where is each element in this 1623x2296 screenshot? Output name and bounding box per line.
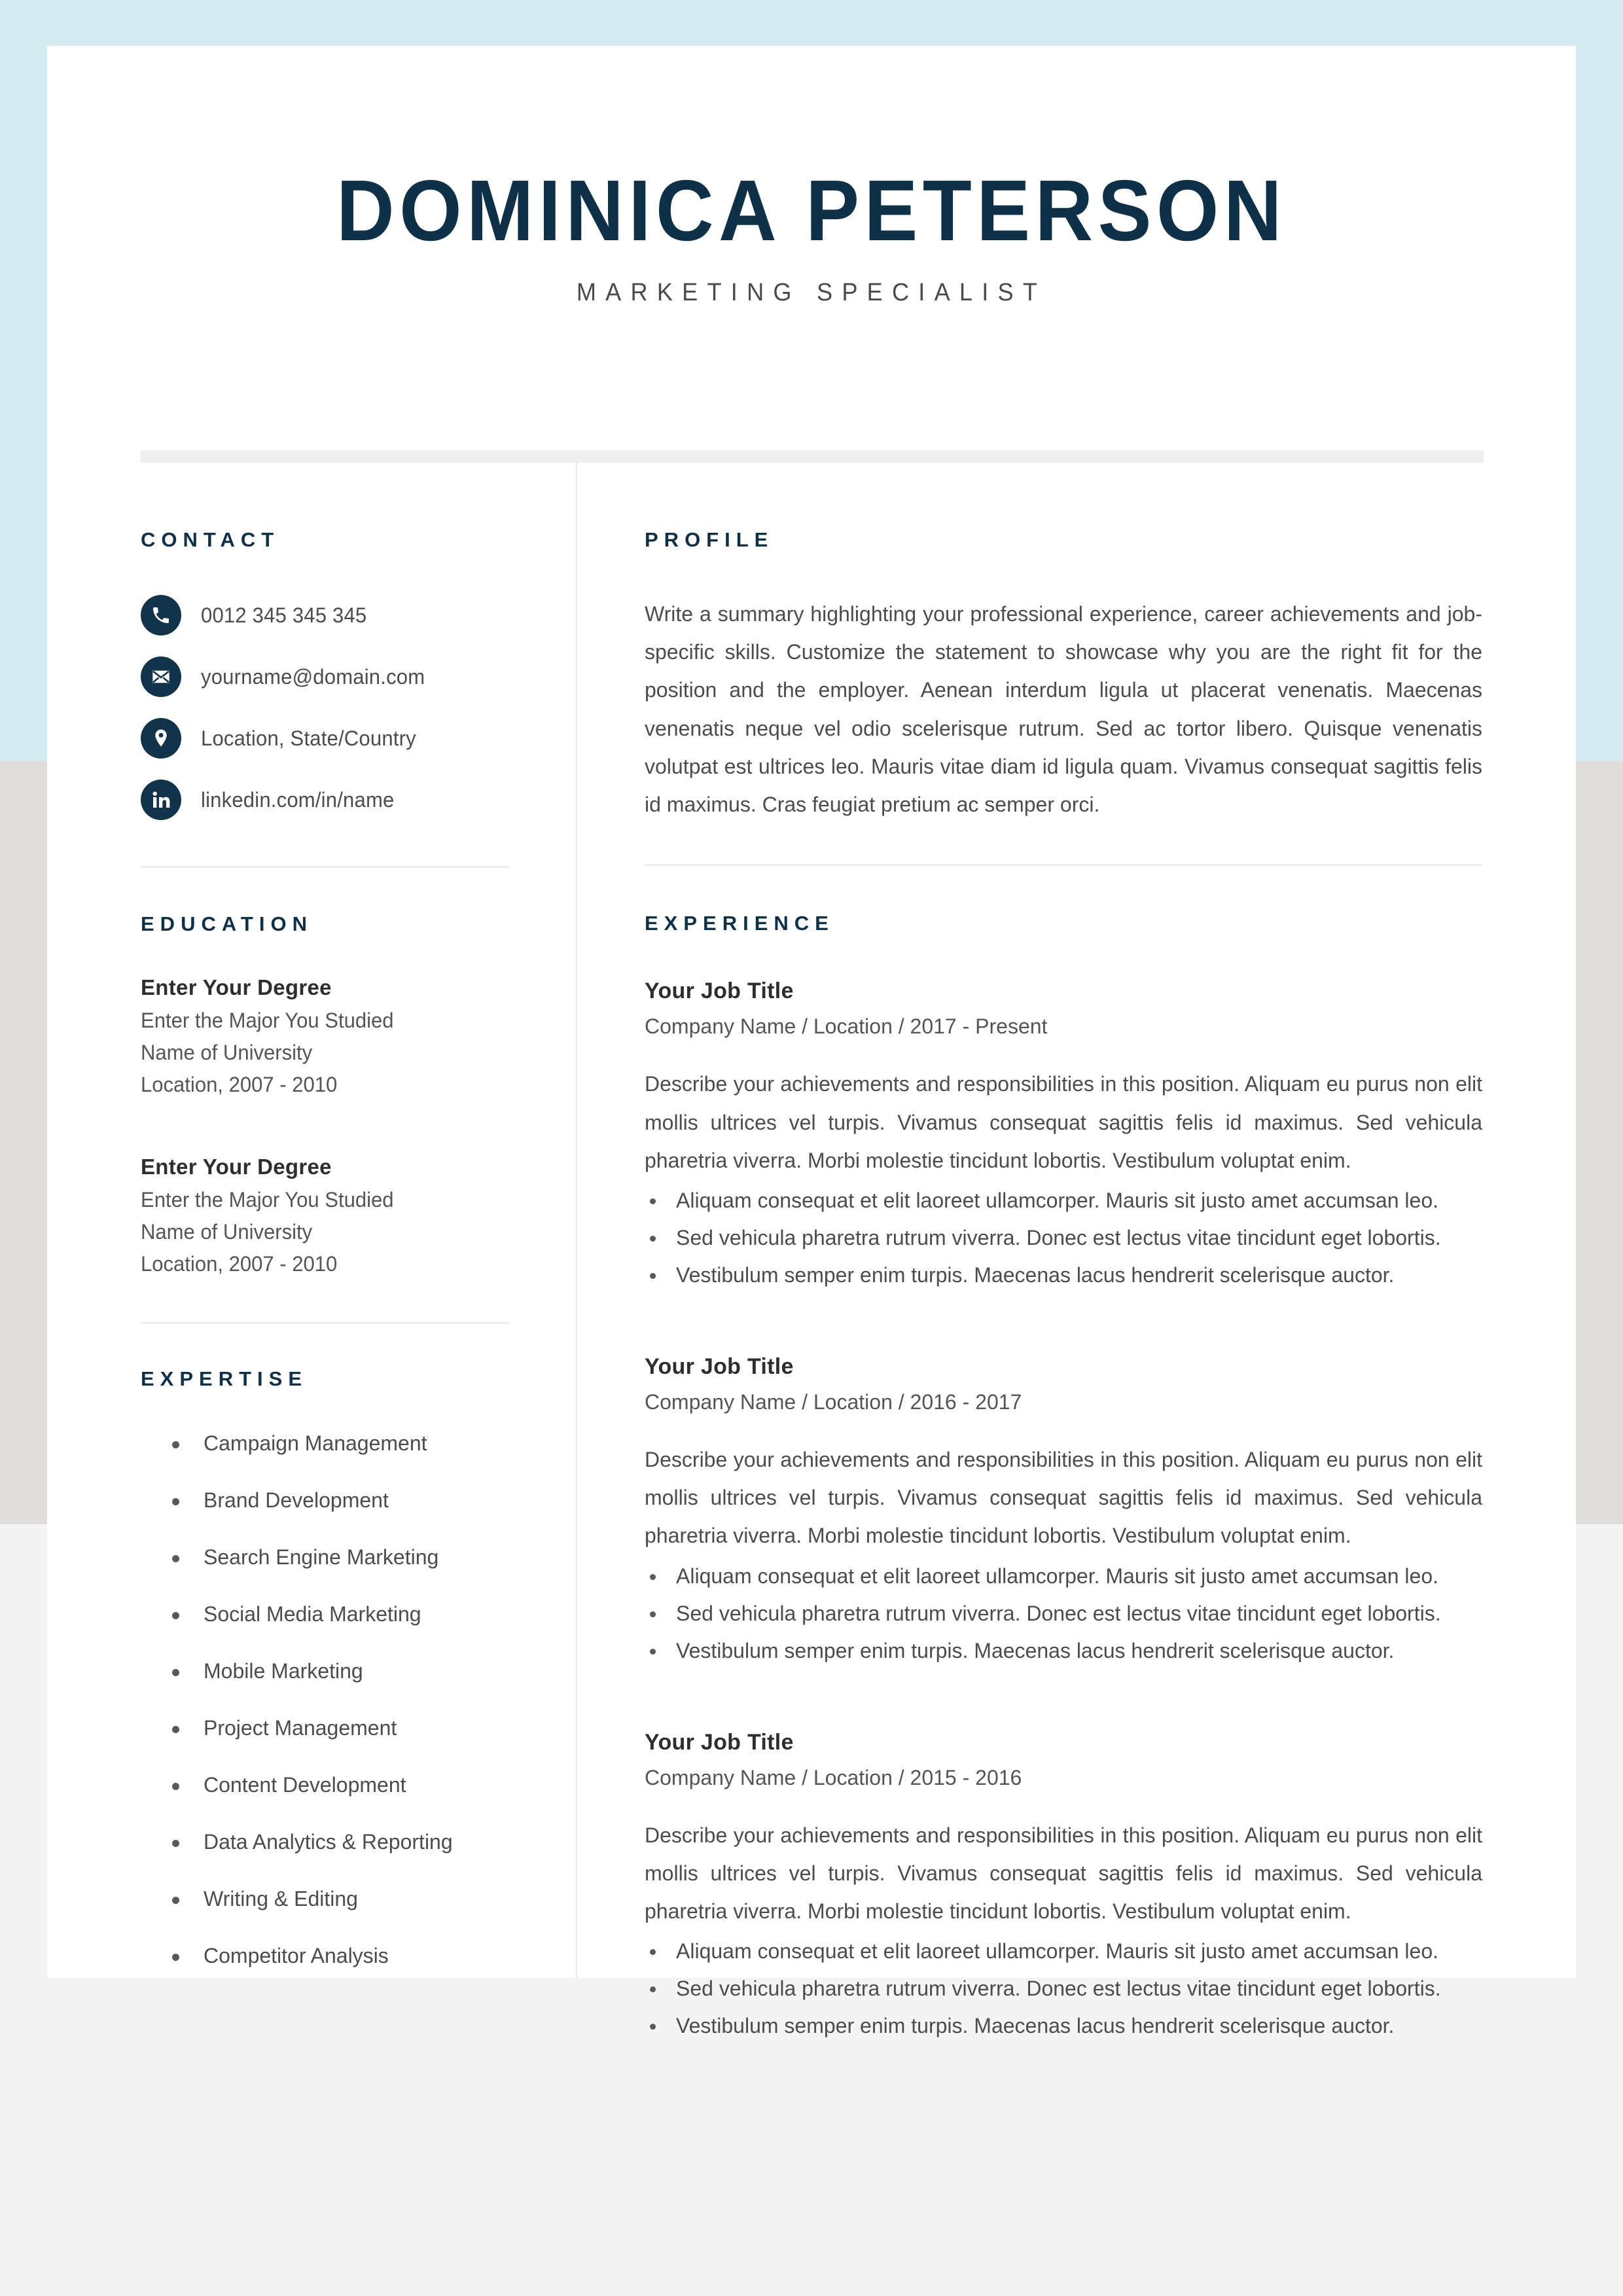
list-item: Competitor Analysis [172,1944,537,1968]
list-item: Sed vehicula pharetra rutrum viverra. Donec est lectus vitae tincidunt eget lobortis. [645,1219,1482,1257]
education-location-years: Location, 2007 - 2010 [141,1073,338,1096]
page-title: DOMINICA PETERSON [336,162,1287,259]
contact-item-phone[interactable] [141,595,537,636]
education-entry [141,1155,537,1276]
list-item: Brand Development [172,1488,537,1513]
contact-linkedin-text: linkedin.com/in/name [201,787,395,812]
email-icon [141,656,181,697]
list-item: Vestibulum semper enim turpis. Maecenas lacus hendrerit scelerisque auctor. [645,1257,1482,1294]
list-item: Data Analytics & Reporting [172,1830,537,1854]
list-item: Mobile Marketing [172,1659,537,1683]
job-subtitle: MARKETING SPECIALIST [576,279,1047,306]
job-meta: Company Name / Location / 2015 - 2016 [645,1765,1022,1789]
profile-section-divider [645,864,1482,866]
linkedin-icon [141,780,181,820]
list-item: Aliquam consequat et elit laoreet ullamcorper. Mauris sit justo amet accumsan leo. [645,1933,1482,1970]
experience-entry [645,1730,1482,2045]
list-item: Project Management [172,1716,537,1740]
education-section [141,912,537,1324]
education-location-years: Location, 2007 - 2010 [141,1252,338,1276]
experience-entry [645,1354,1482,1670]
expertise-heading: EXPERTISE [141,1367,308,1390]
list-item: Social Media Marketing [172,1602,537,1626]
contact-item-location[interactable] [141,718,537,759]
contact-list [141,595,537,820]
list-item: Search Engine Marketing [172,1545,537,1570]
resume-page [47,46,1576,2038]
job-title: Your Job Title [645,1354,794,1379]
education-major: Enter the Major You Studied [141,1188,394,1211]
job-meta: Company Name / Location / 2016 - 2017 [645,1390,1022,1414]
experience-section [645,912,1482,2045]
job-bullets [645,1933,1482,2045]
contact-item-linkedin[interactable] [141,780,537,820]
header-divider [141,450,1484,463]
sidebar-column [47,463,576,1978]
profile-heading: PROFILE [645,528,774,551]
education-degree: Enter Your Degree [141,1155,332,1179]
profile-section [645,528,1482,866]
job-description: Describe your achievements and responsibilities in this position. Aliquam eu purus non elit mollis ultrices vel turpis. Vivamus consequat sagittis felis id maximus. Sed vehicula pharetria viverra. Morbi molestie tincidunt lobortis. Vestibulum voluptat enim. [645,1447,1482,1548]
profile-text: Write a summary highlighting your professional experience, career achievements and job-specific skills. Customize the statement to showcase why you are the right fit for the position and the employer. Aenean interdum ligula ut placerat venenatis. Maecenas venenatis neque vel odio scelerisque rutrum. Sed ac tortor libero. Quisque venenatis volutpat est ultrices leo. Mauris vitae diam id ligula quam. Vivamus consequat sagittis felis id maximus. Cras feugiat pretium ac semper orci. [645,602,1482,817]
list-item: Writing & Editing [172,1887,537,1911]
education-section-divider [141,1322,509,1324]
list-item: Vestibulum semper enim turpis. Maecenas lacus hendrerit scelerisque auctor. [645,1632,1482,1670]
list-item: Content Development [172,1773,537,1797]
list-item: Campaign Management [172,1431,537,1456]
contact-location-text: Location, State/Country [201,726,416,750]
job-description: Describe your achievements and responsibilities in this position. Aliquam eu purus non elit mollis ultrices vel turpis. Vivamus consequat sagittis felis id maximus. Sed vehicula pharetria viverra. Morbi molestie tincidunt lobortis. Vestibulum voluptat enim. [645,1072,1482,1172]
contact-section [141,528,537,868]
education-entry [141,975,537,1097]
expertise-list [141,1431,537,1968]
job-description: Describe your achievements and responsibilities in this position. Aliquam eu purus non elit mollis ultrices vel turpis. Vivamus consequat sagittis felis id maximus. Sed vehicula pharetria viverra. Morbi molestie tincidunt lobortis. Vestibulum voluptat enim. [645,1823,1482,1923]
contact-item-email[interactable] [141,656,537,697]
job-title: Your Job Title [645,978,794,1004]
contact-phone-text: 0012 345 345 345 [201,603,367,627]
contact-heading: CONTACT [141,528,280,551]
education-major: Enter the Major You Studied [141,1009,394,1032]
education-degree: Enter Your Degree [141,975,332,999]
main-column [577,463,1576,2038]
list-item: Sed vehicula pharetra rutrum viverra. Donec est lectus vitae tincidunt eget lobortis. [645,1595,1482,1632]
phone-icon [141,595,181,636]
list-item: Vestibulum semper enim turpis. Maecenas lacus hendrerit scelerisque auctor. [645,2007,1482,2045]
experience-heading: EXPERIENCE [645,912,834,935]
job-bullets [645,1182,1482,1294]
job-title: Your Job Title [645,1729,794,1755]
contact-section-divider [141,866,509,868]
list-item: Aliquam consequat et elit laoreet ullamcorper. Mauris sit justo amet accumsan leo. [645,1182,1482,1219]
resume-header [47,46,1576,307]
education-university: Name of University [141,1041,313,1064]
job-bullets [645,1558,1482,1670]
contact-email-text: yourname@domain.com [201,664,425,689]
location-pin-icon [141,718,181,759]
experience-entry [645,978,1482,1294]
education-heading: EDUCATION [141,912,313,935]
list-item: Aliquam consequat et elit laoreet ullamcorper. Mauris sit justo amet accumsan leo. [645,1558,1482,1595]
resume-body [47,463,1576,2038]
expertise-section [141,1367,537,1968]
job-meta: Company Name / Location / 2017 - Present [645,1014,1048,1039]
list-item: Sed vehicula pharetra rutrum viverra. Donec est lectus vitae tincidunt eget lobortis. [645,1970,1482,2007]
education-university: Name of University [141,1220,313,1244]
